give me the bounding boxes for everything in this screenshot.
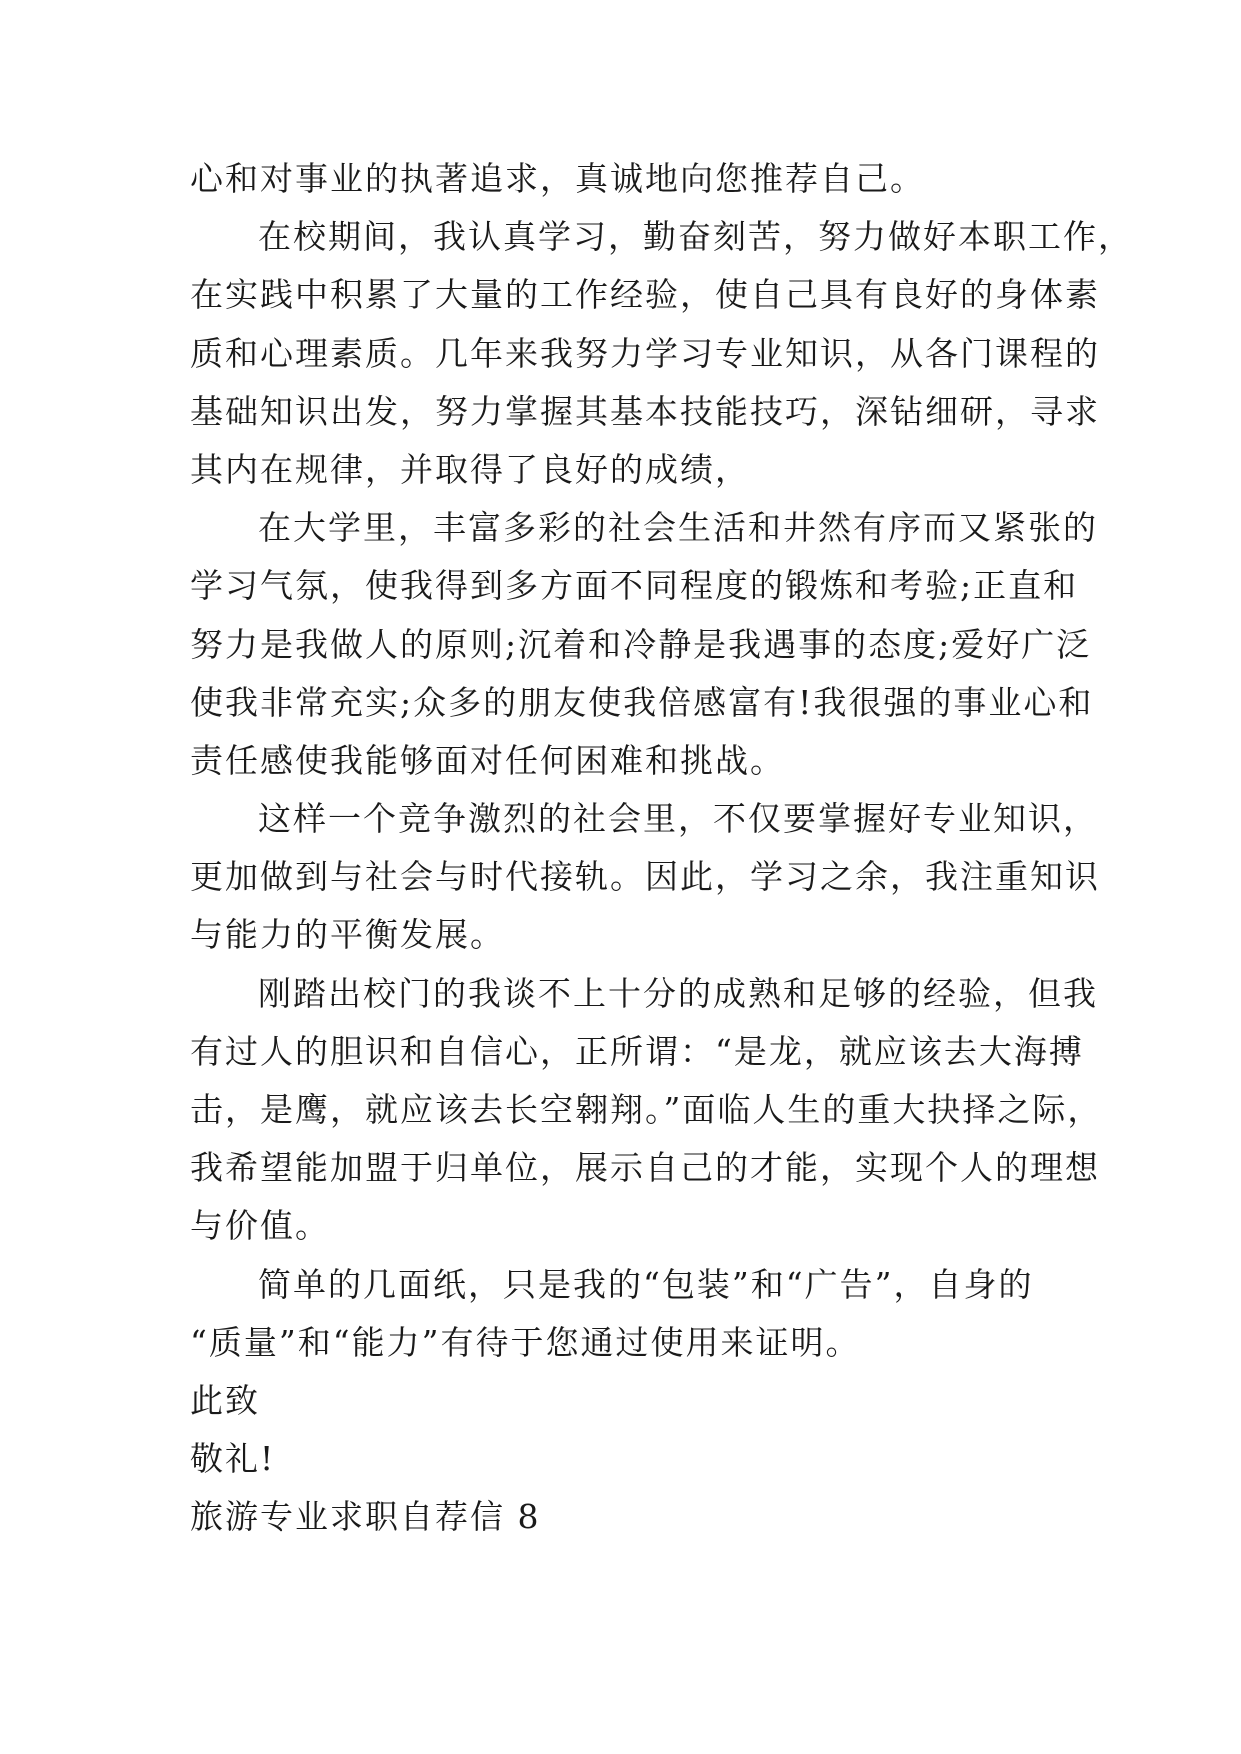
text-line: 在实践中积累了大量的工作经验，使自己具有良好的身体素 — [190, 275, 1100, 315]
text-line: 敬礼! — [190, 1439, 276, 1479]
text-line: 刚踏出校门的我谈不上十分的成熟和足够的经验，但我 — [258, 973, 1098, 1013]
text-line: 此致 — [190, 1380, 260, 1420]
text-line: 与价值。 — [190, 1206, 330, 1246]
text-line: 在大学里，丰富多彩的社会生活和井然有序而又紧张的 — [258, 508, 1098, 548]
text-line: 简单的几面纸，只是我的“包装”和“广告”，自身的 — [258, 1264, 1034, 1304]
paragraph — [190, 1256, 1070, 1372]
text-line: 击，是鹰，就应该去长空翱翔。”面临人生的重大抉择之际， — [190, 1090, 1103, 1129]
text-line: 我希望能加盟于归单位，展示自己的才能，实现个人的理想 — [190, 1148, 1100, 1188]
text-line: “质量”和“能力”有待于您通过使用来证明。 — [190, 1322, 861, 1362]
letter-body — [190, 150, 1133, 1547]
paragraph — [190, 1488, 1070, 1546]
text-line: 在校期间，我认真学习，勤奋刻苦，努力做好本职工作， — [258, 217, 1133, 257]
text-line: 努力是我做人的原则;沉着和冷静是我遇事的态度;爱好广泛 — [190, 624, 1092, 664]
paragraph — [190, 208, 1133, 499]
text-line: 学习气氛，使我得到多方面不同程度的锻炼和考验;正直和 — [190, 566, 1079, 606]
paragraph — [190, 965, 1103, 1256]
text-line: 使我非常充实;众多的朋友使我倍感富有!我很强的事业心和 — [190, 682, 1094, 722]
text-line: 心和对事业的执著追求，真诚地向您推荐自己。 — [190, 159, 925, 198]
text-line: 有过人的胆识和自信心，正所谓：“是龙，就应该去大海搏 — [190, 1031, 1084, 1071]
text-line: 责任感使我能够面对任何困难和挑战。 — [190, 740, 785, 780]
paragraph — [190, 790, 1100, 965]
text-line: 质和心理素质。几年来我努力学习专业知识，从各门课程的 — [190, 333, 1100, 373]
text-line: 基础知识出发，努力掌握其基本技能技巧，深钻细研，寻求 — [190, 391, 1100, 431]
paragraph — [190, 150, 1070, 208]
paragraph — [190, 1430, 1070, 1488]
text-line: 旅游专业求职自荐信 8 — [190, 1497, 541, 1537]
text-line: 这样一个竞争激烈的社会里，不仅要掌握好专业知识， — [258, 799, 1098, 839]
paragraph — [190, 499, 1098, 790]
text-line: 更加做到与社会与时代接轨。因此，学习之余，我注重知识 — [190, 857, 1100, 897]
text-line: 与能力的平衡发展。 — [190, 915, 505, 955]
text-line: 其内在规律，并取得了良好的成绩， — [190, 449, 750, 489]
paragraph — [190, 1372, 1070, 1430]
